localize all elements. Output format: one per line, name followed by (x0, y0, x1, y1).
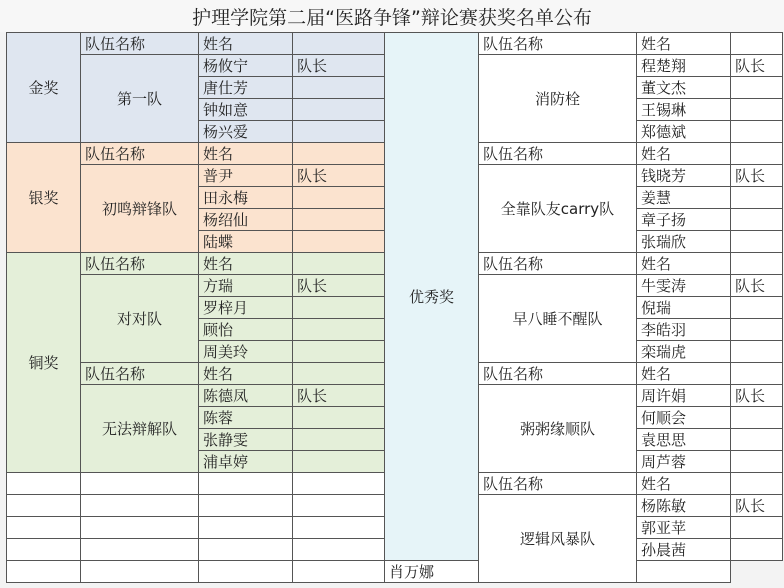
member-name: 杨绍仙 (199, 209, 293, 231)
member-name: 浦卓婷 (199, 451, 293, 473)
member-name: 周美玲 (199, 341, 293, 363)
empty-cell (81, 517, 199, 539)
empty-cell (293, 451, 385, 473)
empty-cell (731, 99, 783, 121)
captain-label: 队长 (731, 55, 783, 77)
team-name: 无法辩解队 (81, 385, 199, 473)
empty-cell (731, 429, 783, 451)
empty-cell (731, 451, 783, 473)
empty-cell (731, 121, 783, 143)
award-gold: 金奖 (7, 33, 81, 143)
empty-cell (731, 539, 783, 561)
empty-cell (731, 253, 783, 275)
header-team: 队伍名称 (81, 253, 199, 275)
empty-cell (81, 495, 199, 517)
member-name: 倪瑞 (637, 297, 731, 319)
header-name: 姓名 (637, 473, 731, 495)
team-name: 逻辑风暴队 (479, 495, 637, 583)
member-name: 钱晓芳 (637, 165, 731, 187)
empty-cell (293, 473, 385, 495)
member-name: 顾怡 (199, 319, 293, 341)
team-name: 初鸣辩锋队 (81, 165, 199, 253)
member-name: 栾瑞虎 (637, 341, 731, 363)
empty-cell (293, 77, 385, 99)
header-name: 姓名 (637, 33, 731, 55)
header-team: 队伍名称 (479, 473, 637, 495)
captain-label: 队长 (731, 275, 783, 297)
member-name: 张静雯 (199, 429, 293, 451)
empty-cell (637, 561, 731, 583)
captain-label: 队长 (731, 165, 783, 187)
header-team: 队伍名称 (479, 33, 637, 55)
empty-cell (731, 187, 783, 209)
captain-label: 队长 (293, 55, 385, 77)
header-name: 姓名 (637, 363, 731, 385)
empty-cell (293, 407, 385, 429)
empty-cell (81, 539, 199, 561)
award-bronze: 铜奖 (7, 253, 81, 473)
empty-cell (293, 33, 385, 55)
member-name: 程楚翔 (637, 55, 731, 77)
member-name: 袁思思 (637, 429, 731, 451)
empty-cell (293, 539, 385, 561)
team-name: 全靠队友carry队 (479, 165, 637, 253)
empty-cell (293, 319, 385, 341)
member-name: 周芦蓉 (637, 451, 731, 473)
member-name: 方瑞 (199, 275, 293, 297)
member-name: 田永梅 (199, 187, 293, 209)
member-name: 姜慧 (637, 187, 731, 209)
empty-cell (293, 297, 385, 319)
empty-cell (731, 517, 783, 539)
member-name: 孙晨茜 (637, 539, 731, 561)
member-name: 罗梓月 (199, 297, 293, 319)
empty-cell (199, 495, 293, 517)
member-name: 张瑞欣 (637, 231, 731, 253)
header-name: 姓名 (637, 143, 731, 165)
empty-cell (293, 429, 385, 451)
empty-cell (293, 143, 385, 165)
empty-cell (731, 297, 783, 319)
empty-cell (199, 539, 293, 561)
award-silver: 银奖 (7, 143, 81, 253)
header-team: 队伍名称 (81, 363, 199, 385)
member-name: 郑德斌 (637, 121, 731, 143)
team-name: 对对队 (81, 275, 199, 363)
header-team: 队伍名称 (81, 143, 199, 165)
empty-cell (293, 253, 385, 275)
member-name: 杨兴爱 (199, 121, 293, 143)
empty-cell (293, 231, 385, 253)
member-name: 陆蝶 (199, 231, 293, 253)
header-team: 队伍名称 (479, 143, 637, 165)
empty-cell (731, 473, 783, 495)
header-name: 姓名 (199, 143, 293, 165)
header-name: 姓名 (199, 33, 293, 55)
empty-cell (731, 143, 783, 165)
captain-label: 队长 (731, 495, 783, 517)
header-team: 队伍名称 (479, 253, 637, 275)
empty-cell (731, 319, 783, 341)
page-title: 护理学院第二届“医路争锋”辩论赛获奖名单公布 (0, 0, 784, 32)
empty-cell (293, 363, 385, 385)
team-name: 粥粥缘顺队 (479, 385, 637, 473)
member-name: 杨陈敏 (637, 495, 731, 517)
member-name: 陈蓉 (199, 407, 293, 429)
empty-cell (7, 495, 81, 517)
member-name: 何顺会 (637, 407, 731, 429)
empty-cell (293, 517, 385, 539)
empty-cell (7, 561, 81, 583)
empty-cell (293, 99, 385, 121)
empty-cell (293, 561, 385, 583)
empty-cell (731, 33, 783, 55)
empty-cell (731, 209, 783, 231)
member-name: 普尹 (199, 165, 293, 187)
empty-cell (293, 121, 385, 143)
captain-label: 队长 (293, 275, 385, 297)
member-name: 唐仕芳 (199, 77, 293, 99)
member-name: 肖万娜 (385, 561, 479, 583)
header-team: 队伍名称 (81, 33, 199, 55)
empty-cell (81, 473, 199, 495)
member-name: 钟如意 (199, 99, 293, 121)
award-table (6, 32, 783, 583)
member-name: 牛雯涛 (637, 275, 731, 297)
award-excellent: 优秀奖 (385, 33, 479, 561)
member-name: 杨攸宁 (199, 55, 293, 77)
member-name: 陈德凤 (199, 385, 293, 407)
member-name: 董文杰 (637, 77, 731, 99)
empty-cell (293, 187, 385, 209)
captain-label: 队长 (293, 165, 385, 187)
member-name: 李皓羽 (637, 319, 731, 341)
empty-cell (81, 561, 199, 583)
team-name: 消防栓 (479, 55, 637, 143)
empty-cell (199, 561, 293, 583)
member-name: 王锡琳 (637, 99, 731, 121)
member-name: 郭亚苹 (637, 517, 731, 539)
header-team: 队伍名称 (479, 363, 637, 385)
empty-cell (731, 77, 783, 99)
empty-cell (731, 363, 783, 385)
empty-cell (293, 495, 385, 517)
empty-cell (199, 517, 293, 539)
empty-cell (731, 231, 783, 253)
header-name: 姓名 (199, 253, 293, 275)
empty-cell (293, 341, 385, 363)
empty-cell (731, 407, 783, 429)
empty-cell (7, 539, 81, 561)
team-name: 早八睡不醒队 (479, 275, 637, 363)
member-name: 章子扬 (637, 209, 731, 231)
empty-cell (7, 517, 81, 539)
header-name: 姓名 (199, 363, 293, 385)
captain-label: 队长 (293, 385, 385, 407)
team-name: 第一队 (81, 55, 199, 143)
member-name: 周许娟 (637, 385, 731, 407)
header-name: 姓名 (637, 253, 731, 275)
empty-cell (7, 473, 81, 495)
empty-cell (199, 473, 293, 495)
empty-cell (731, 341, 783, 363)
captain-label: 队长 (731, 385, 783, 407)
empty-cell (293, 209, 385, 231)
